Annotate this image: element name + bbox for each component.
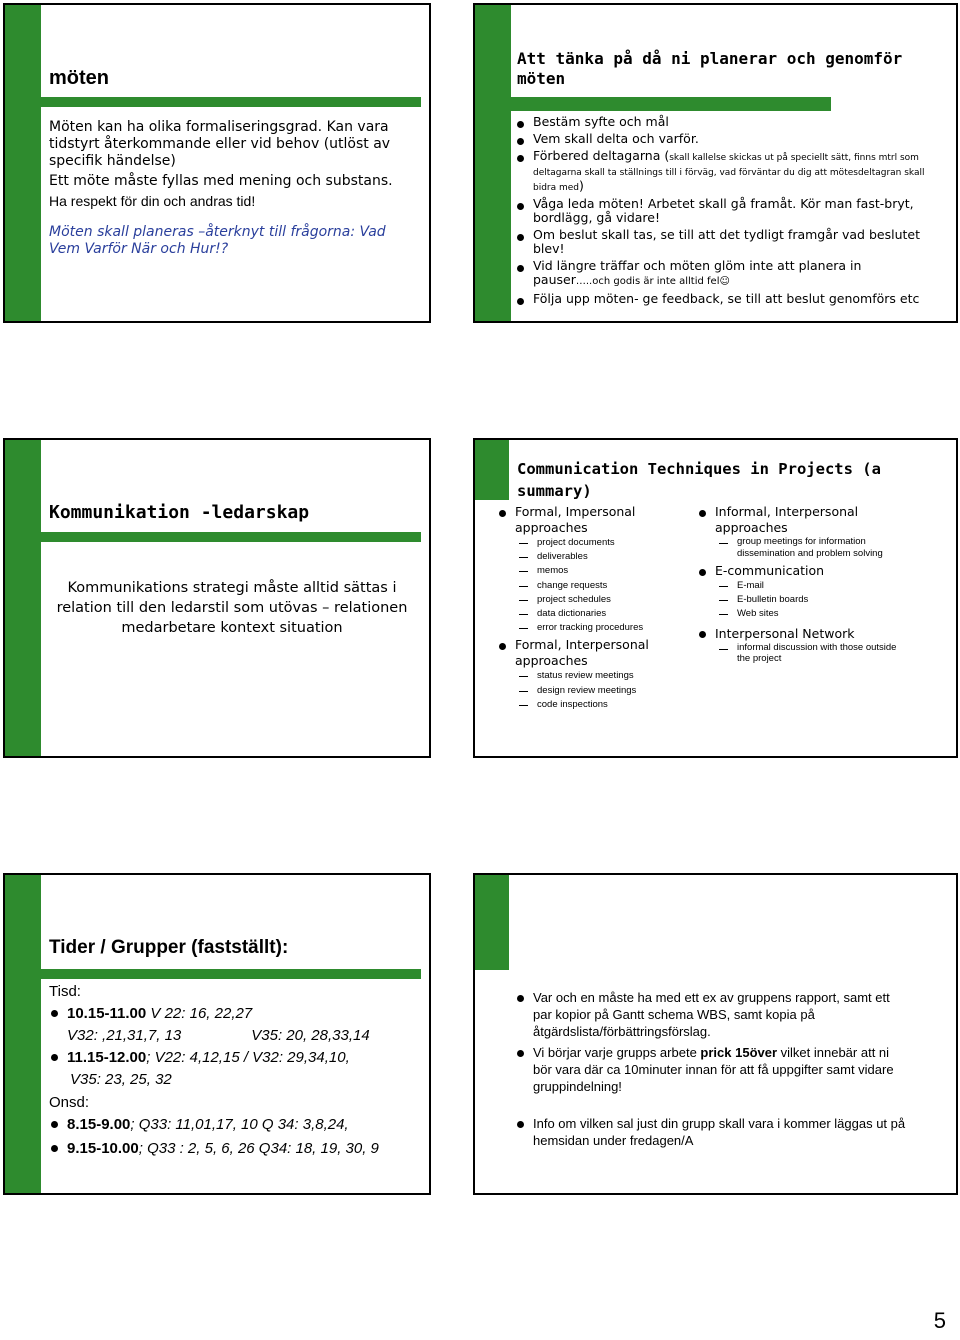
list-item: informal discussion with those outside the project [715,642,897,665]
instruction-list [515,989,910,1149]
body-line: Ett möte måste fyllas med mening och substans. [49,173,393,189]
list-item: error tracking procedures [515,621,687,635]
slide-title: Att tänka på då ni planerar och genomför möten [517,49,903,88]
green-side-bar [475,5,511,321]
slide-meetings [3,3,431,323]
list-item: design review meetings [515,684,687,698]
list-item: project documents [515,536,687,550]
tip-item: Vid längre träffar och möten glöm inte att planera in pauser…..och godis är inte alltid fel☺ [515,259,940,289]
green-title-bar [475,875,509,970]
planning-question: Möten skall planeras –återknyt till frågorna: Vad Vem Varför När och Hur!? [49,224,386,257]
list-item: memos [515,564,687,578]
instruction-item: Info om vilken sal just din grupp skall vara i kommer läggas ut på hemsidan under fredagen/A [515,1115,910,1149]
instruction-item: Var och en måste ha med ett ex av gruppens rapport, samt ett par kopior på Gantt schema WBS, samt kopia på åtgärdslista/förbättringsförslag. [515,989,910,1040]
slide-title: Communication Techniques in Projects (a summary) [517,460,881,500]
tip-item: Följa upp möten- ge feedback, se till att beslut genomförs etc [515,292,940,306]
list-item: data dictionaries [515,607,687,621]
tip-item: Om beslut skall tas, se till att det tydligt framgår vad beslutet blev! [515,228,940,256]
list-item: group meetings for information dissemination and problem solving [715,536,897,559]
day-label-wednesday: Onsd: [49,1094,90,1111]
list-item: deliverables [515,550,687,564]
approach-heading: E-communication E-mail E-bulletin boards Web sites [697,563,897,622]
slide-title: möten [49,67,109,89]
slide-body: Kommunikations strategi måste alltid sättas i relation till den ledarstil som utövas – relationen medarbetare kontext situation [56,580,408,636]
tip-item: Våga leda möten! Arbetet skall gå framåt. Kör man fast-bryt, bordlägg, gå vidare! [515,197,940,225]
list-item: change requests [515,579,687,593]
list-item: code inspections [515,698,687,712]
approach-items [715,579,897,622]
tip-item: Förbered deltagarna (skall kallelse skickas ut på speciellt sätt, finns mtrl som deltagarna skall ta ställnings till i förväg, vad förväntar du dig att mötesdeltagran skall bidra med) [515,149,940,194]
list-item: E-bulletin boards [715,593,897,607]
schedule-body [49,981,429,1160]
list-item: E-mail [715,579,897,593]
tip-item: Vem skall delta och varför. [515,132,940,146]
approach-items [515,536,687,635]
slide-schedule-groups [3,873,431,1195]
schedule-row: 8.15-9.00; Q33: 11,01,17, 10 Q 34: 3,8,24, [49,1114,429,1136]
approach-heading: Formal, Impersonal approaches project documents deliverables memos change requests project schedules data dictionaries error tracking procedures [497,504,687,635]
slide-body [49,119,421,258]
list-item: project schedules [515,593,687,607]
left-column [497,504,687,712]
list-item: status review meetings [515,669,687,683]
approach-items [715,642,897,665]
green-side-bar [5,5,41,321]
schedule-list [49,1003,429,1091]
slide-communication-leadership [3,438,431,758]
approach-heading: Interpersonal Network informal discussion with those outside the project [697,626,897,665]
approach-items [515,669,687,712]
approach-heading: Informal, Interpersonal approaches group meetings for information dissemination and problem solving [697,504,897,559]
slide-meeting-planning [473,3,958,323]
green-title-bar [475,440,509,500]
green-title-bar [41,532,421,542]
approach-list [697,504,897,665]
approach-heading: Formal, Interpersonal approaches status review meetings design review meetings code inspections [497,637,687,712]
green-title-bar [41,969,421,979]
instruction-item: Vi börjar varje grupps arbete prick 15över vilket innebär att ni bör vara där ca 10minuter innan för att få uppgifter samt vidare gruppindelning! [515,1044,910,1095]
schedule-row: 10.15-11.00 V 22: 16, 22,27 V32: ,21,31,7, 13 V35: 20, 28,33,14 [49,1003,429,1047]
green-side-bar [5,440,41,756]
tip-item: Bestäm syfte och mål [515,115,940,129]
schedule-row: 9.15-10.00; Q33 : 2, 5, 6, 26 Q34: 18, 19, 30, 9 [49,1138,429,1160]
body-line: Möten kan ha olika formaliseringsgrad. Kan vara tidstyrt återkommande eller vid behov (utlöst av specifik händelse) [49,119,391,169]
green-side-bar [5,875,41,1193]
day-label-tuesday: Tisd: [49,983,81,1000]
list-item: Web sites [715,607,897,621]
slide-instructions [473,873,958,1195]
page-number: 5 [933,1308,946,1333]
body-line: Ha respekt för din och andras tid! [49,193,256,209]
slide-title: Kommunikation -ledarskap [49,502,310,523]
schedule-row: 11.15-12.00; V22: 4,12,15 / V32: 29,34,10, V35: 23, 25, 32 [49,1047,429,1091]
right-column [697,504,897,665]
slide-title: Tider / Grupper (fastställt): [49,937,289,958]
tips-list [515,115,940,306]
slide-communication-techniques [473,438,958,758]
green-title-bar [485,97,831,111]
schedule-list [49,1114,429,1160]
approach-items [715,536,897,559]
approach-list [497,504,687,712]
green-title-bar [41,97,421,107]
